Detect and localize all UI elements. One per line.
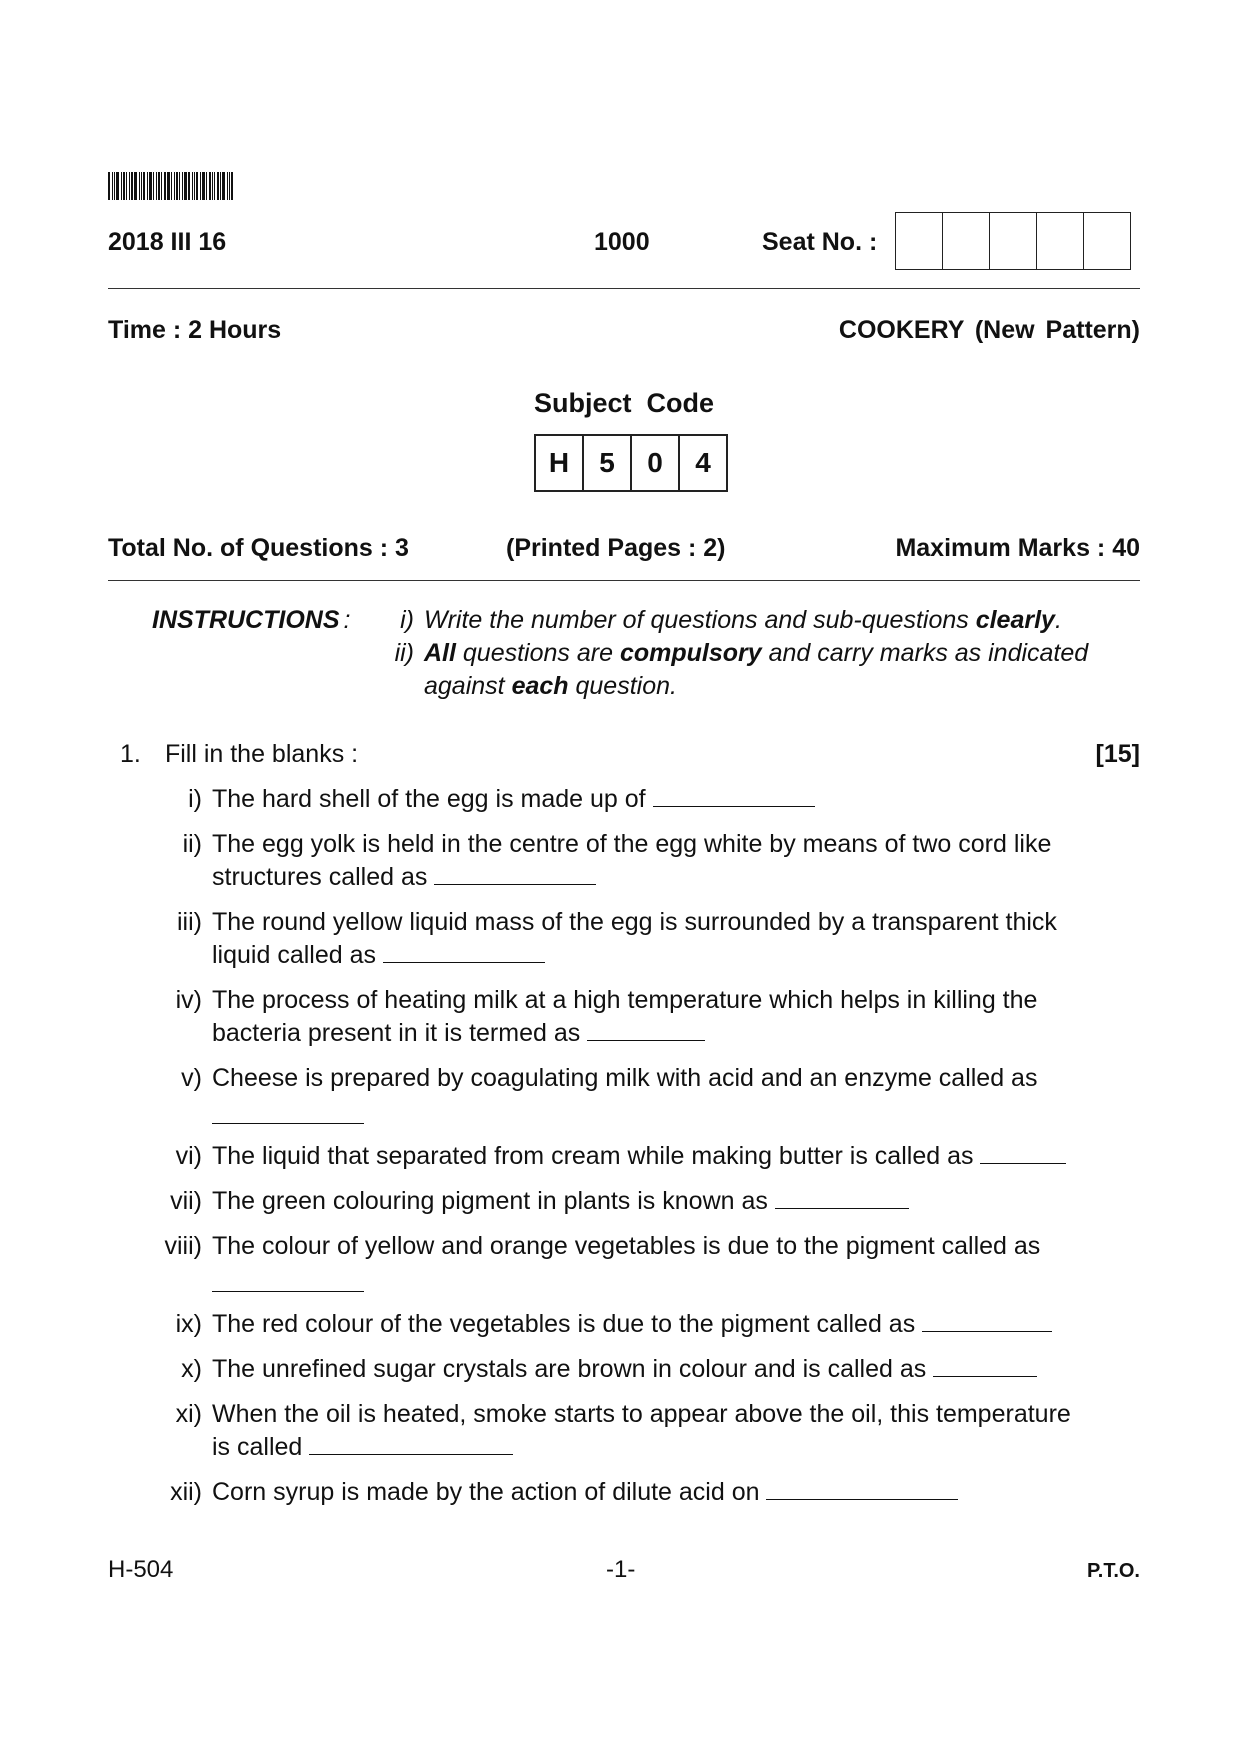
subject-code-char: 0 — [632, 436, 680, 490]
copies-count: 1000 — [594, 228, 650, 256]
question-item: i) The hard shell of the egg is made up of — [150, 783, 1090, 816]
subject-title: COOKERY (New Pattern) — [838, 316, 1140, 344]
answer-blank[interactable] — [383, 940, 545, 963]
instruction-item-continued: against each question. — [424, 672, 677, 700]
instruction-item: ii) All questions are compulsory and carry marks as indicated — [394, 639, 1089, 667]
question-item: vii) The green colouring pigment in plants is known as — [150, 1185, 1090, 1218]
question-number: 1. — [120, 740, 141, 768]
barcode-bar — [123, 172, 125, 200]
instruction-item: i) Write the number of questions and sub-questions clearly. — [400, 606, 1062, 634]
subject-code-char: 4 — [695, 447, 711, 478]
answer-blank[interactable] — [653, 784, 815, 807]
barcode-bar — [220, 172, 221, 200]
question-item: v) Cheese is prepared by coagulating milk with acid and an enzyme called as — [150, 1062, 1090, 1133]
barcode-bar — [176, 172, 178, 200]
printed-pages: (Printed Pages : 2) — [506, 534, 726, 562]
question-marks: [15] — [1095, 740, 1140, 768]
barcode-bar — [200, 172, 201, 200]
paper-code: 2018 III 16 — [108, 228, 227, 256]
question-item: xi) When the oil is heated, smoke starts to appear above the oil, this temperature is called — [175, 1400, 1071, 1461]
barcode-bar — [149, 172, 152, 200]
barcode-bar — [158, 172, 160, 200]
question-item: ix) The red colour of the vegetables is due to the pigment called as — [150, 1308, 1090, 1341]
question-item: x) The unrefined sugar crystals are brown in colour and is called as — [150, 1353, 1090, 1386]
barcode-bar — [217, 172, 219, 200]
barcode-bar — [202, 172, 205, 200]
seat-box[interactable] — [943, 213, 990, 269]
answer-blank[interactable] — [933, 1354, 1037, 1377]
barcode-bar — [206, 172, 207, 200]
exam-time: Time : 2 Hours — [108, 316, 282, 344]
question-item: viii) The colour of yellow and orange vegetables is due to the pigment called as — [150, 1230, 1090, 1301]
seat-number-boxes[interactable] — [895, 212, 1131, 270]
barcode-bar — [222, 172, 225, 200]
barcode-bar — [212, 172, 213, 200]
answer-blank[interactable] — [309, 1432, 513, 1455]
answer-blank[interactable] — [775, 1186, 909, 1209]
barcode-bar — [184, 172, 187, 200]
barcode-bar — [116, 172, 119, 200]
barcode-bar — [129, 172, 130, 200]
answer-blank[interactable] — [212, 1101, 364, 1124]
subject-code-boxes — [534, 434, 728, 492]
page-number: -1- — [606, 1556, 636, 1583]
answer-blank[interactable] — [766, 1477, 958, 1500]
answer-blank[interactable] — [587, 1018, 705, 1041]
subject-code-label: Subject Code — [534, 388, 715, 418]
answer-blank[interactable] — [434, 862, 596, 885]
barcode-bar — [139, 172, 140, 200]
seat-box[interactable] — [990, 213, 1037, 269]
barcode-bar — [126, 172, 127, 200]
barcode-bar — [141, 172, 142, 200]
total-questions: Total No. of Questions : 3 — [108, 534, 409, 562]
question-item: ii) The egg yolk is held in the centre of the egg white by means of two cord like structures called as — [182, 830, 1052, 891]
barcode-bar — [231, 172, 233, 200]
question-1-header — [108, 740, 1140, 769]
question-text: Fill in the blanks : — [164, 740, 359, 768]
barcode-bar — [164, 172, 166, 200]
barcode-bar — [174, 172, 175, 200]
barcode-bar — [114, 172, 115, 200]
section-divider — [108, 580, 1140, 581]
seat-box[interactable] — [1037, 213, 1084, 269]
barcode-bar — [192, 172, 193, 200]
seat-box[interactable] — [896, 213, 943, 269]
pto-label: P.T.O. — [1087, 1560, 1140, 1582]
barcode-bar — [121, 172, 122, 200]
question-item: xii) Corn syrup is made by the action of dilute acid on — [150, 1476, 1090, 1509]
subject-code-char: 5 — [584, 436, 632, 490]
barcode-bar — [214, 172, 215, 200]
barcode-bar — [182, 172, 183, 200]
barcode-bar — [167, 172, 170, 200]
barcode-bar — [112, 172, 113, 200]
footer-code: H-504 — [108, 1556, 174, 1583]
seat-box[interactable] — [1084, 213, 1130, 269]
header-divider — [108, 288, 1140, 289]
barcode-bar — [194, 172, 195, 200]
instructions-label: INSTRUCTIONS : — [152, 606, 351, 634]
subject-code-char: H — [536, 436, 584, 490]
instructions-list — [382, 604, 1102, 703]
barcode-bar — [134, 172, 137, 200]
answer-blank[interactable] — [922, 1309, 1052, 1332]
barcode-bar — [161, 172, 162, 200]
maximum-marks: Maximum Marks : 40 — [895, 534, 1140, 562]
barcode-bar — [143, 172, 145, 200]
barcode-bar — [179, 172, 180, 200]
barcode-bar — [227, 172, 228, 200]
answer-blank[interactable] — [980, 1141, 1066, 1164]
barcode — [108, 172, 248, 200]
barcode-bar — [209, 172, 211, 200]
barcode-bar — [147, 172, 148, 200]
barcode-bar — [131, 172, 133, 200]
barcode-bar — [188, 172, 190, 200]
barcode-bar — [153, 172, 154, 200]
barcode-bar — [229, 172, 230, 200]
question-item: vi) The liquid that separated from cream while making butter is called as — [150, 1140, 1090, 1173]
answer-blank[interactable] — [212, 1269, 364, 1292]
question-item: iv) The process of heating milk at a high temperature which helps in killing the bacteria present in it is termed as — [175, 986, 1038, 1047]
question-item: iii) The round yellow liquid mass of the egg is surrounded by a transparent thick liquid called as — [177, 908, 1057, 969]
barcode-bar — [108, 172, 110, 200]
barcode-bar — [156, 172, 157, 200]
seat-number-label: Seat No. : — [762, 228, 878, 256]
barcode-bar — [196, 172, 198, 200]
barcode-bar — [171, 172, 172, 200]
